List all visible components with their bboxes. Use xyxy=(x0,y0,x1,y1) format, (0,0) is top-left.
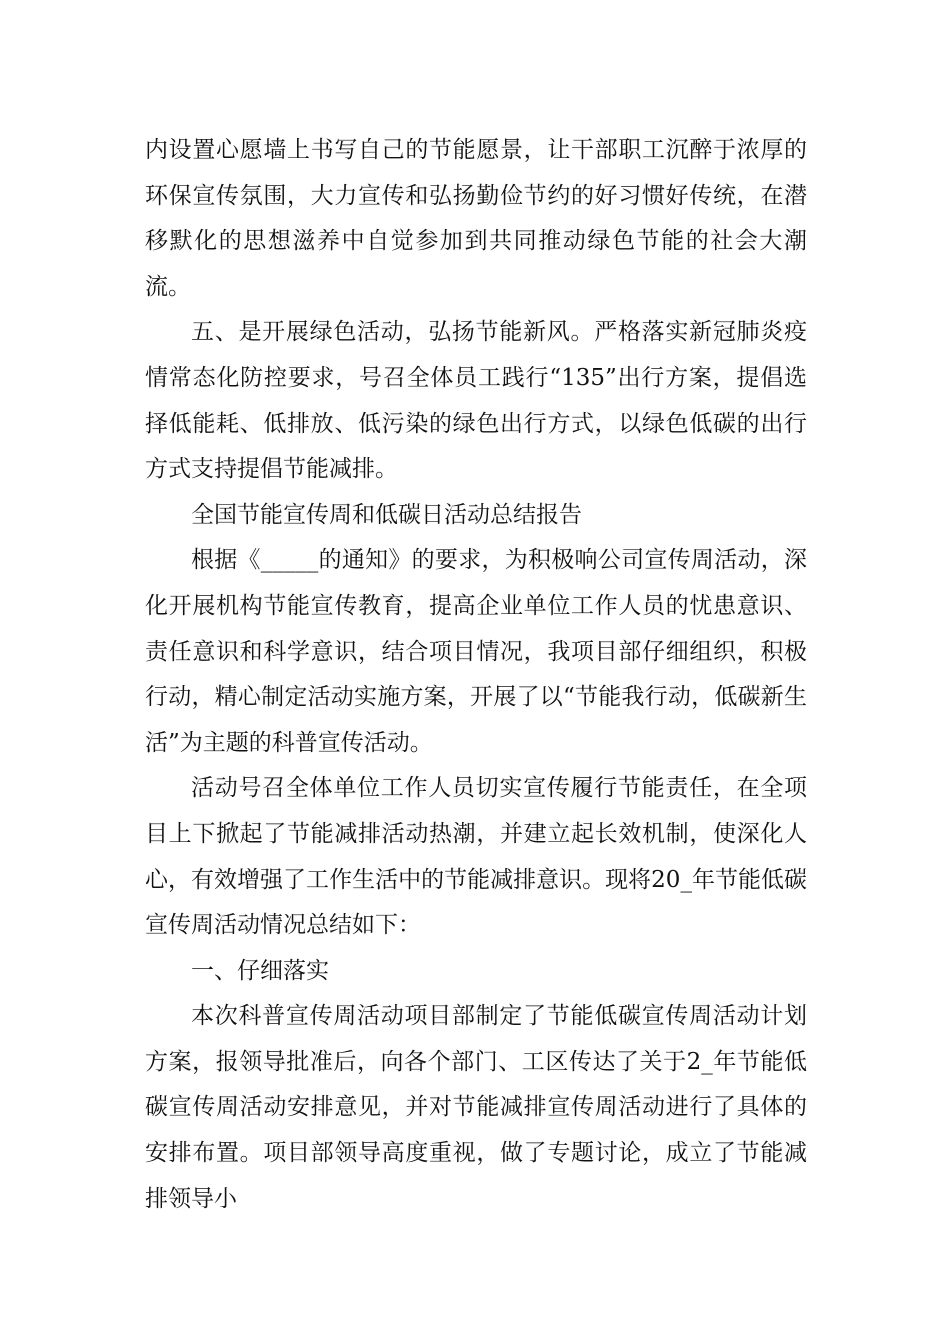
section-heading: 一、仔细落实 xyxy=(191,957,329,984)
paragraph-5: 本次科普宣传周活动项目部制定了节能低碳宣传周活动计划方案，报领导批准后，向各个部门、工区传达了关于2_年节能低碳宣传周活动安排意见，并对节能减排宣传周活动进行了具体的安排布置。项目部领导高度重视，做了专题讨论，成立了节能减排领导小 xyxy=(145,1003,807,1212)
report-title: 全国节能宣传周和低碳日活动总结报告 xyxy=(191,501,582,528)
paragraph-1: 内设置心愿墙上书写自己的节能愿景，让干部职工沉醉于浓厚的环保宣传氛围，大力宣传和弘扬勤俭节约的好习惯好传统，在潜移默化的思想滋养中自觉参加到共同推动绿色节能的社会大潮流。 xyxy=(145,137,807,300)
paragraph-4: 活动号召全体单位工作人员切实宣传履行节能责任，在全项目上下掀起了节能减排活动热潮，并建立起长效机制，使深化人心，有效增强了工作生活中的节能减排意识。现将20_年节能低碳宣传周活动情况总结如下： xyxy=(145,775,807,939)
paragraph-2: 五、是开展绿色活动，弘扬节能新风。严格落实新冠肺炎疫情常态化防控要求，号召全体员工践行“135”出行方案，提倡选择低能耗、低排放、低污染的绿色出行方式，以绿色低碳的出行方式支持提倡节能减排。 xyxy=(145,319,807,483)
document-page xyxy=(145,128,807,1222)
paragraph-3: 根据《_____的通知》的要求，为积极响公司宣传周活动，深化开展机构节能宣传教育，提高企业单位工作人员的忧患意识、责任意识和科学意识，结合项目情况，我项目部仔细组织，积极行动，精心制定活动实施方案，开展了以“节能我行动，低碳新生活”为主题的科普宣传活动。 xyxy=(145,547,807,756)
